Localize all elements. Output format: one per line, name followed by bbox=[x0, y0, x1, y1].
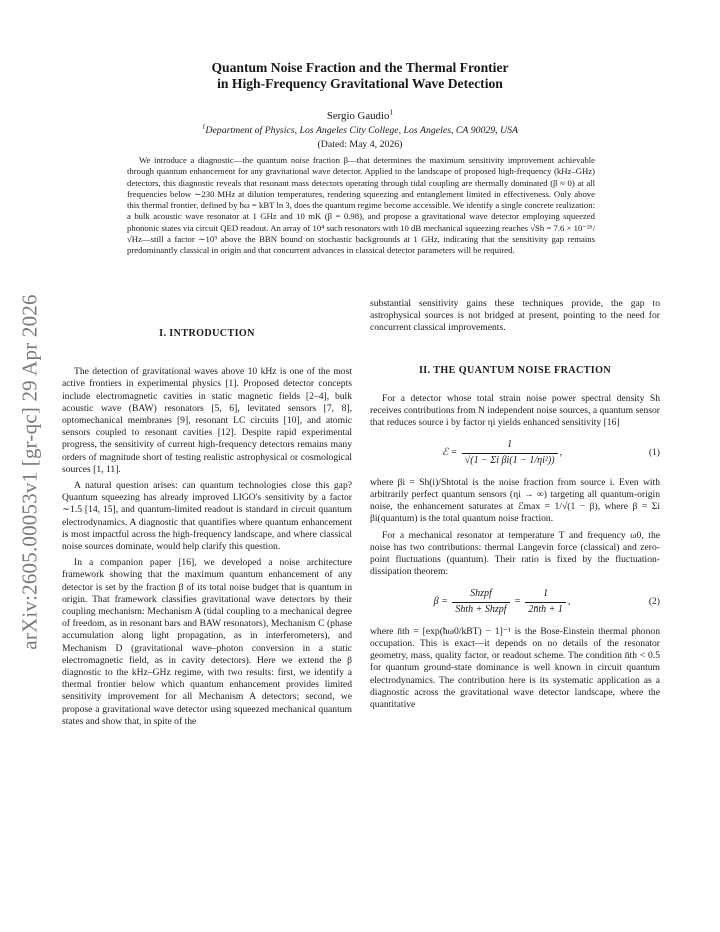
equation-2-number: (2) bbox=[648, 596, 660, 608]
section2-paragraph-1: For a detector whose total strain noise power spectral density Sh receives contributions from N independent noise sources, a quantum sensor that reduces source i by factor ηi yields enhanced sensitivity [16] bbox=[370, 392, 660, 429]
equation-2-lhs: β = bbox=[433, 596, 448, 608]
equation-2-body bbox=[370, 588, 634, 615]
author-name: Sergio Gaudio bbox=[326, 110, 390, 122]
equation-1-tail: , bbox=[559, 447, 563, 459]
equation-2-numerator-1: Shzpf bbox=[452, 588, 509, 602]
paper-title bbox=[90, 60, 630, 92]
intro-paragraph-1: The detection of gravitational waves above 10 kHz is one of the most active frontiers in experimental physics [1]. Proposed detector concepts include electromagnetic cavities in static magnetic fields [2–4], bulk acoustic wave (BAW) resonators [5, 6], levitated sensors [7, 8], optomechanical membranes [9], resonant LC circuits [10], and atomic sensors coupled to resonant cavities [12]. Despite rapid experimental progress, the sensitivity of current high-frequency detectors remains many orders of magnitude short of testing realistic astrophysical or cosmological sources [1, 11]. bbox=[62, 366, 352, 475]
equation-1-denominator: √(1 − Σi βi(1 − 1/ηi²)) bbox=[464, 454, 555, 466]
equation-1-number: (1) bbox=[648, 447, 660, 459]
equation-2-numerator-2: 1 bbox=[525, 588, 566, 602]
section-heading-quantum-noise-fraction: II. THE QUANTUM NOISE FRACTION bbox=[418, 364, 612, 376]
equation-1-lhs: ℰ = bbox=[441, 447, 458, 459]
intro-paragraph-3: In a companion paper [16], we developed a noise architecture framework showing that the maximum quantum enhancement of any detector is set by the fraction β of its total noise budget that is quantum in origin. That framework classifies gravitational wave detectors by their coupling mechanism: Mechanism A (tidal coupling to a mechanical degree of freedom, as in resonant bars and BAW resonators), Mechanism C (phase accumulation along light propagation, as in interferometers), and Mechanism D (gravitational wave–photon conversion in a static electromagnetic field, as in cavity detectors). Here we extend the β diagnostic to the kHz–GHz regime, with two results: first, we identify a thermal frontier below which quantum enhancement provides limited sensitivity improvement for all Mechanism A detectors; second, we propose a gravitational wave detector using squeezed mechanical quantum states and show that, in spite of the bbox=[62, 557, 352, 727]
author-affiliation-mark: 1 bbox=[389, 107, 394, 117]
equation-1-numerator: 1 bbox=[462, 439, 558, 453]
arxiv-identifier-text: arXiv:2605.00053v1 [gr-qc] 29 Apr 2026 bbox=[17, 294, 42, 650]
title-line-1: Quantum Noise Fraction and the Thermal Frontier bbox=[211, 60, 509, 75]
affiliation-line bbox=[90, 125, 630, 136]
intro-paragraph-continued: substantial sensitivity gains these techniques provide, the gap to astrophysical sources is not bridged at present, pointing to the need for concurrent classical improvements. bbox=[370, 298, 660, 334]
author-line bbox=[90, 107, 630, 122]
abstract: We introduce a diagnostic—the quantum noise fraction β—that determines the maximum sensitivity improvement achievable through quantum enhancement for any gravitational wave detector. Applied to the landscape of proposed high-frequency (kHz–GHz) detectors, this diagnostic reveals that resonant mass detectors operating through tidal coupling are thermally dominated (β ≈ 0) at all frequencies below ∼230 MHz at dilution temperatures, rendering squeezing and entanglement limited in effectiveness. Only above this thermal frontier, defined by ħω = kBT ln 3, does the quantum regime become accessible. We identify a single concrete realization: a bulk acoustic wave resonator at 1 GHz and 10 mK (β = 0.98), and propose a gravitational wave detector employing squeezed phononic states via circuit QED readout. An array of 10⁴ such resonators with 10 dB mechanical squeezing reaches √Sh = 7.6 × 10⁻²⁶/√Hz—still a factor ∼10⁹ above the BBN bound on stochastic backgrounds at 1 GHz, indicating that the sensitivity gap remains predominantly classical in origin and that concurrent advances in classical detector parameters will be required. bbox=[127, 155, 595, 256]
equation-1-body bbox=[370, 439, 634, 466]
left-column bbox=[62, 322, 352, 732]
affiliation-text: Department of Physics, Los Angeles City College, Los Angeles, CA 90029, USA bbox=[205, 125, 519, 136]
equation-2 bbox=[370, 588, 660, 615]
section2-paragraph-4: where n̄th = [exp(ħω0/kBT) − 1]⁻¹ is the Bose-Einstein thermal phonon occupation. This is exact—it depends on no details of the resonator geometry, mass, quality factor, or readout scheme. The condition n̄th < 0.5 for quantum ground-state dominance is well known in circuit quantum electrodynamics. The contribution here is its systematic application as a diagnostic across the gravitational wave detector landscape, where the quantitative bbox=[370, 625, 660, 711]
section2-paragraph-2: where βi = Sh(i)/Shtotal is the noise fraction from source i. Even with arbitrarily perfect quantum sensors (ηi → ∞) targeting all quantum-origin noise, the enhancement saturates at ℰmax = 1/√(1 − β), where β = Σi βi(quantum) is the total quantum noise fraction. bbox=[370, 476, 660, 525]
equation-2-denominator-2: 2n̄th + 1 bbox=[528, 603, 563, 615]
equation-1-fraction bbox=[462, 439, 558, 466]
section2-paragraph-3: For a mechanical resonator at temperature T and frequency ω0, the noise has two contributions: thermal Langevin force (classical) and zero-point fluctuations (quantum). Their ratio is fixed by the fluctuation-dissipation theorem: bbox=[370, 529, 660, 578]
equation-2-denominator-1: Shth + Shzpf bbox=[455, 603, 507, 615]
title-line-2: in High-Frequency Gravitational Wave Detection bbox=[217, 76, 503, 91]
equation-1 bbox=[370, 439, 660, 466]
equation-2-equals: = bbox=[514, 596, 521, 608]
equation-2-fraction-1 bbox=[452, 588, 509, 615]
equation-2-tail: , bbox=[567, 596, 571, 608]
equation-2-fraction-2 bbox=[525, 588, 566, 615]
intro-paragraph-2: A natural question arises: can quantum technologies close this gap? Quantum squeezing has already improved LIGO's sensitivity by a factor ∼1.5 [14, 15], and quantum-limited readout is standard in circuit quantum electrodynamics. A diagnostic that quantifies where quantum enhancement is most impactful across the high-frequency landscape, and where classical noise sources dominate, would help clarify this question. bbox=[62, 480, 352, 553]
date-line: (Dated: May 4, 2026) bbox=[317, 139, 403, 150]
section-heading-introduction: I. INTRODUCTION bbox=[159, 328, 255, 339]
right-column bbox=[370, 298, 660, 715]
affiliation-mark: 1 bbox=[201, 123, 206, 131]
arxiv-identifier-stamp bbox=[10, 262, 50, 682]
